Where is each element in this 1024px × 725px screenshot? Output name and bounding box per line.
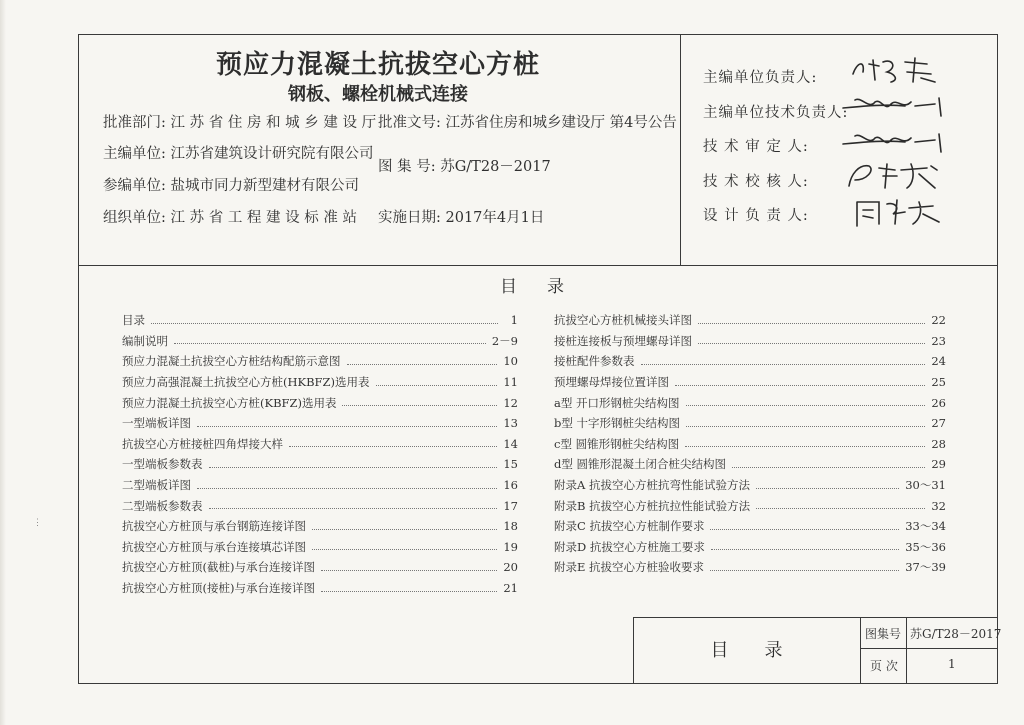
toc-entry-title: 一型端板参数表 (122, 457, 203, 472)
leader-dots (289, 446, 497, 447)
toc-entry[interactable] (554, 434, 946, 455)
binding-mark: ⋮ (33, 518, 42, 528)
toc-entry-page: 1 (510, 313, 518, 328)
toc-entry-title: a型 开口形钢桩尖结构图 (554, 395, 680, 410)
toc-entry[interactable] (554, 392, 946, 413)
toc-entry-page: 29 (931, 457, 946, 472)
leader-dots (686, 426, 925, 427)
toc-entry-title: 二型端板详图 (122, 478, 191, 493)
toc-entry[interactable] (554, 557, 946, 578)
leader-dots (209, 508, 498, 509)
toc-entry[interactable] (122, 578, 518, 599)
toc-entry-title: 附录A 抗拔空心方桩抗弯性能试验方法 (554, 478, 750, 493)
toc-entry-page: 35～36 (905, 539, 946, 554)
toc-entry-page: 10 (503, 354, 518, 369)
toc-right-column (554, 310, 946, 578)
toc-entry-title: 附录E 抗拔空心方桩验收要求 (554, 560, 705, 575)
toc-entry-page: 12 (503, 395, 518, 410)
toc-entry-title: 接桩配件参数表 (554, 354, 635, 369)
toc-entry-title: c型 圆锥形钢桩尖结构图 (554, 436, 680, 451)
toc-entry-page: 30～31 (905, 478, 946, 493)
header-divider (680, 34, 681, 266)
signatory-label-3: 技 术 审 定 人: (703, 139, 809, 155)
atlas-number-label: 图集号 (865, 627, 902, 641)
toc-entry-page: 22 (931, 313, 946, 328)
leader-dots (710, 529, 899, 530)
title-block-name: 目录 (710, 640, 819, 661)
toc-entry-page: 18 (503, 519, 518, 534)
leader-dots (732, 467, 925, 468)
atlas-number: 图 集 号: 苏G/T28－2017 (378, 159, 551, 175)
toc-entry-page: 33～34 (905, 519, 946, 534)
handwritten-signature (835, 88, 955, 122)
toc-entry[interactable] (554, 331, 946, 352)
toc-entry-title: 附录B 抗拔空心方桩抗拉性能试验方法 (554, 498, 751, 513)
toc-entry[interactable] (554, 537, 946, 558)
toc-entry-page: 28 (931, 436, 946, 451)
toc-entry[interactable] (122, 516, 518, 537)
leader-dots (321, 570, 497, 571)
toc-entry-title: 编制说明 (122, 333, 168, 348)
title-block-divider (860, 617, 861, 684)
leader-dots (151, 323, 498, 324)
toc-entry[interactable] (122, 537, 518, 558)
toc-entry-title: 目录 (122, 313, 145, 328)
toc-entry-title: 抗拔空心方桩顶与承台钢筋连接详图 (122, 519, 306, 534)
signatory-label-2: 主编单位技术负责人: (703, 105, 849, 121)
leader-dots (711, 549, 899, 550)
toc-entry-page: 16 (503, 478, 518, 493)
editor-unit: 主编单位: 江苏省建筑设计研究院有限公司 (103, 146, 374, 162)
approval-dept: 批准部门: 江 苏 省 住 房 和 城 乡 建 设 厅 (103, 115, 377, 131)
toc-entry-page: 27 (931, 416, 946, 431)
toc-entry-title: 一型端板详图 (122, 416, 191, 431)
toc-entry-title: 预应力混凝土抗拔空心方桩结构配筋示意图 (122, 354, 341, 369)
title-block-divider (906, 617, 907, 684)
handwritten-signature (835, 194, 955, 228)
toc-entry-page: 23 (931, 333, 946, 348)
toc-entry[interactable] (122, 557, 518, 578)
toc-entry-page: 20 (503, 560, 518, 575)
leader-dots (698, 323, 925, 324)
leader-dots (698, 343, 925, 344)
toc-entry[interactable] (554, 372, 946, 393)
page-number-label: 页 次 (870, 659, 898, 673)
toc-entry-title: 附录D 抗拔空心方桩施工要求 (554, 539, 705, 554)
leader-dots (686, 405, 926, 406)
atlas-number-value: 苏G/T28－2017 (910, 627, 1002, 641)
toc-entry[interactable] (122, 475, 518, 496)
toc-entry-title: d型 圆锥形混凝土闭合桩尖结构图 (554, 457, 727, 472)
signatory-label-4: 技 术 校 核 人: (703, 174, 809, 190)
handwritten-signature (835, 122, 955, 156)
leader-dots (342, 405, 497, 406)
effective-date: 实施日期: 2017年4月1日 (378, 210, 545, 226)
toc-entry[interactable] (122, 392, 518, 413)
page-number-value: 1 (948, 657, 956, 671)
toc-heading: 目录 (500, 277, 594, 297)
toc-entry-title: 接桩连接板与预埋螺母详图 (554, 333, 692, 348)
leader-dots (197, 488, 497, 489)
toc-entry[interactable] (554, 516, 946, 537)
document-subtitle: 钢板、螺栓机械式连接 (288, 84, 468, 105)
leader-dots (174, 343, 486, 344)
toc-entry[interactable] (554, 475, 946, 496)
toc-entry[interactable] (554, 413, 946, 434)
toc-entry-page: 26 (931, 395, 946, 410)
toc-entry[interactable] (554, 495, 946, 516)
signatory-label-5: 设 计 负 责 人: (703, 208, 809, 224)
approval-doc: 批准文号: 江苏省住房和城乡建设厅 第4号公告 (378, 115, 677, 131)
handwritten-signature (835, 158, 955, 192)
co-editor-unit: 参编单位: 盐城市同力新型建材有限公司 (103, 178, 359, 194)
toc-entry-page: 37～39 (905, 560, 946, 575)
toc-entry-title: 抗拔空心方桩顶与承台连接填芯详图 (122, 539, 306, 554)
toc-entry[interactable] (554, 454, 946, 475)
toc-entry[interactable] (122, 372, 518, 393)
toc-entry-page: 13 (503, 416, 518, 431)
leader-dots (756, 508, 925, 509)
toc-entry[interactable] (122, 310, 518, 331)
toc-entry[interactable] (554, 351, 946, 372)
toc-entry-title: 二型端板参数表 (122, 498, 203, 513)
toc-entry-page: 32 (931, 498, 946, 513)
organizer-unit: 组织单位: 江 苏 省 工 程 建 设 标 准 站 (103, 210, 357, 226)
toc-entry-page: 11 (503, 375, 518, 390)
toc-entry[interactable] (554, 310, 946, 331)
toc-entry-title: 抗拔空心方桩接桩四角焊接大样 (122, 436, 283, 451)
leader-dots (312, 549, 497, 550)
toc-entry-page: 17 (503, 498, 518, 513)
toc-entry[interactable] (122, 413, 518, 434)
toc-entry-page: 15 (503, 457, 518, 472)
toc-entry-page: 19 (503, 539, 518, 554)
leader-dots (685, 446, 925, 447)
leader-dots (197, 426, 497, 427)
handwritten-signature (835, 52, 955, 86)
toc-entry[interactable] (122, 351, 518, 372)
leader-dots (376, 385, 498, 386)
leader-dots (675, 385, 925, 386)
leader-dots (347, 364, 498, 365)
leader-dots (641, 364, 926, 365)
document-title: 预应力混凝土抗拔空心方桩 (215, 50, 540, 80)
toc-entry-title: 抗拔空心方桩顶(截桩)与承台连接详图 (122, 560, 315, 575)
toc-entry[interactable] (122, 454, 518, 475)
signatory-label-1: 主编单位负责人: (703, 70, 818, 86)
toc-entry-page: 24 (931, 354, 946, 369)
toc-left-column (122, 310, 518, 598)
title-block-divider (860, 648, 998, 649)
leader-dots (710, 570, 899, 571)
toc-entry-page: 14 (503, 436, 518, 451)
leader-dots (209, 467, 498, 468)
toc-entry-title: b型 十字形钢桩尖结构图 (554, 416, 681, 431)
leader-dots (321, 591, 497, 592)
toc-entry-page: 2－9 (491, 333, 518, 348)
toc-entry-page: 25 (931, 375, 946, 390)
toc-entry-title: 抗拔空心方桩顶(接桩)与承台连接详图 (122, 581, 315, 596)
toc-entry-title: 抗拔空心方桩机械接头详图 (554, 313, 692, 328)
toc-entry-title: 预埋螺母焊接位置详图 (554, 375, 669, 390)
leader-dots (756, 488, 899, 489)
toc-entry[interactable] (122, 495, 518, 516)
toc-entry[interactable] (122, 331, 518, 352)
toc-entry-page: 21 (503, 581, 518, 596)
toc-entry-title: 预应力混凝土抗拔空心方桩(KBFZ)选用表 (122, 395, 337, 410)
toc-entry[interactable] (122, 434, 518, 455)
leader-dots (312, 529, 497, 530)
toc-entry-title: 预应力高强混凝土抗拔空心方桩(HKBFZ)选用表 (122, 375, 370, 390)
toc-entry-title: 附录C 抗拔空心方桩制作要求 (554, 519, 705, 534)
scan-edge-shadow (0, 0, 6, 725)
